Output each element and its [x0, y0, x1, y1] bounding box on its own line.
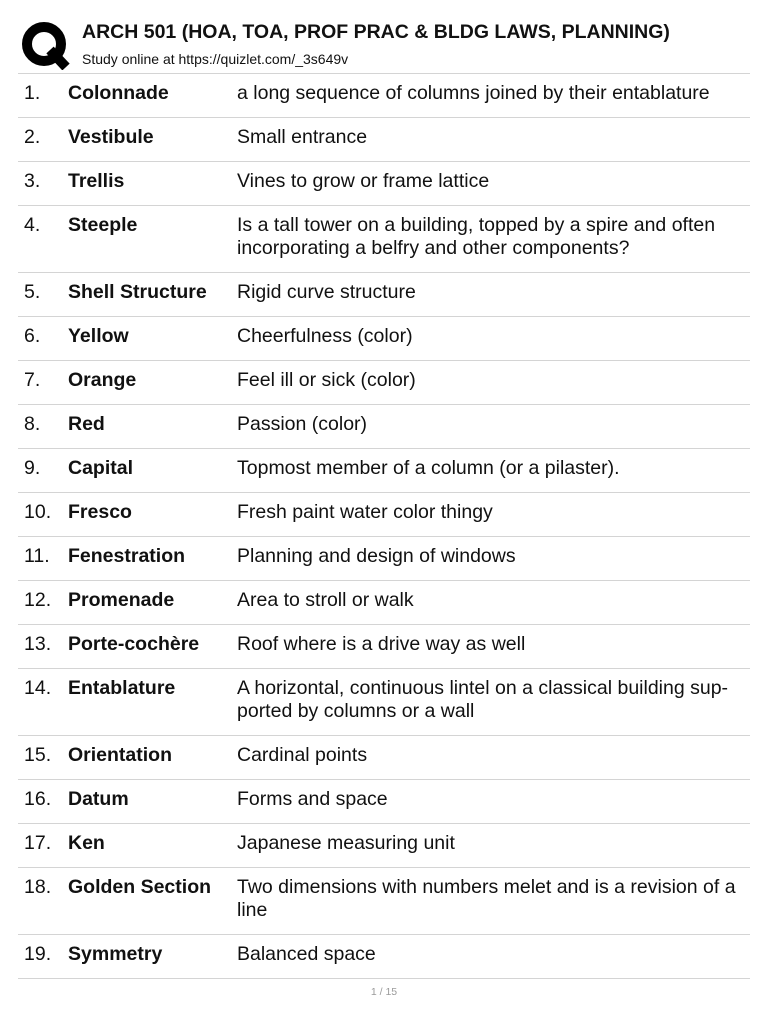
card-definition: Roof where is a drive way as well — [237, 633, 526, 655]
flashcard-row — [18, 581, 750, 625]
card-term: Symmetry — [68, 943, 163, 965]
card-number: 7. — [24, 369, 41, 391]
card-term: Capital — [68, 457, 134, 479]
card-definition: Is a tall tower on a building, topped by a spire and often incorporating a belfry and other components? — [237, 214, 716, 259]
flashcard-row — [18, 162, 750, 206]
card-definition: Fresh paint water color thingy — [237, 501, 493, 523]
card-definition: Japanese measuring unit — [237, 832, 455, 854]
flashcard-row — [18, 273, 750, 317]
card-term: Promenade — [68, 589, 175, 611]
card-term: Yellow — [68, 325, 129, 347]
card-definition: Forms and space — [237, 788, 388, 810]
card-number: 6. — [24, 325, 41, 347]
card-definition: a long sequence of columns joined by their entablature — [237, 82, 710, 104]
flashcard-row — [18, 935, 750, 979]
card-number: 1. — [24, 82, 41, 104]
card-term: Orange — [68, 369, 137, 391]
card-definition: Passion (color) — [237, 413, 368, 435]
quizlet-q-logo-icon — [20, 20, 70, 70]
card-number: 12. — [24, 589, 52, 611]
card-number: 9. — [24, 457, 41, 479]
flashcard-row — [18, 537, 750, 581]
card-number: 5. — [24, 281, 41, 303]
flashcard-row — [18, 361, 750, 405]
card-definition: Feel ill or sick (color) — [237, 369, 416, 391]
card-number: 14. — [24, 677, 52, 699]
card-number: 15. — [24, 744, 52, 766]
card-term: Red — [68, 413, 105, 435]
card-term: Colonnade — [68, 82, 169, 104]
card-definition: Balanced space — [237, 943, 376, 965]
page-header — [0, 0, 768, 74]
card-term: Vestibule — [68, 126, 154, 148]
card-number: 16. — [24, 788, 52, 810]
study-online-link[interactable]: Study online at https://quizlet.com/_3s649v — [82, 51, 349, 67]
card-number: 18. — [24, 876, 52, 898]
flashcard-row — [18, 317, 750, 361]
card-term: Ken — [68, 832, 105, 854]
flashcard-row — [18, 868, 750, 935]
card-term: Orientation — [68, 744, 173, 766]
card-definition: A horizontal, continuous lintel on a classical building sup-ported by columns or a wall — [237, 677, 729, 722]
flashcard-row — [18, 206, 750, 273]
card-definition: Vines to grow or frame lattice — [237, 170, 490, 192]
card-term: Fenestration — [68, 545, 186, 567]
card-definition: Rigid curve structure — [237, 281, 416, 303]
card-number: 3. — [24, 170, 41, 192]
flashcard-row — [18, 780, 750, 824]
flashcard-row — [18, 405, 750, 449]
card-definition: Cardinal points — [237, 744, 368, 766]
flashcard-row — [18, 736, 750, 780]
page-title: ARCH 501 (HOA, TOA, PROF PRAC & BLDG LAWS, PLANNING) — [82, 21, 670, 43]
card-number: 4. — [24, 214, 41, 236]
flashcard-row — [18, 493, 750, 537]
card-number: 2. — [24, 126, 41, 148]
card-term: Fresco — [68, 501, 132, 523]
card-term: Shell Structure — [68, 281, 207, 303]
card-term: Golden Section — [68, 876, 212, 898]
card-number: 10. — [24, 501, 52, 523]
card-number: 11. — [24, 545, 50, 567]
flashcard-row — [18, 449, 750, 493]
flashcard-row — [18, 625, 750, 669]
card-number: 17. — [24, 832, 52, 854]
page-number: 1 / 15 — [370, 986, 398, 998]
card-number: 8. — [24, 413, 41, 435]
card-term: Steeple — [68, 214, 138, 236]
card-definition: Topmost member of a column (or a pilaster). — [237, 457, 620, 479]
flashcard-row — [18, 824, 750, 868]
card-number: 19. — [24, 943, 52, 965]
card-number: 13. — [24, 633, 52, 655]
card-term: Trellis — [68, 170, 125, 192]
card-definition: Two dimensions with numbers melet and is a revision of a line — [237, 876, 736, 921]
flashcard-row — [18, 74, 750, 118]
flashcard-row — [18, 118, 750, 162]
card-term: Datum — [68, 788, 129, 810]
card-definition: Area to stroll or walk — [237, 589, 414, 611]
card-definition: Small entrance — [237, 126, 368, 148]
flashcard-table — [18, 73, 750, 979]
card-term: Entablature — [68, 677, 176, 699]
flashcard-row — [18, 669, 750, 736]
card-definition: Planning and design of windows — [237, 545, 516, 567]
card-definition: Cheerfulness (color) — [237, 325, 413, 347]
card-term: Porte-cochère — [68, 633, 200, 655]
